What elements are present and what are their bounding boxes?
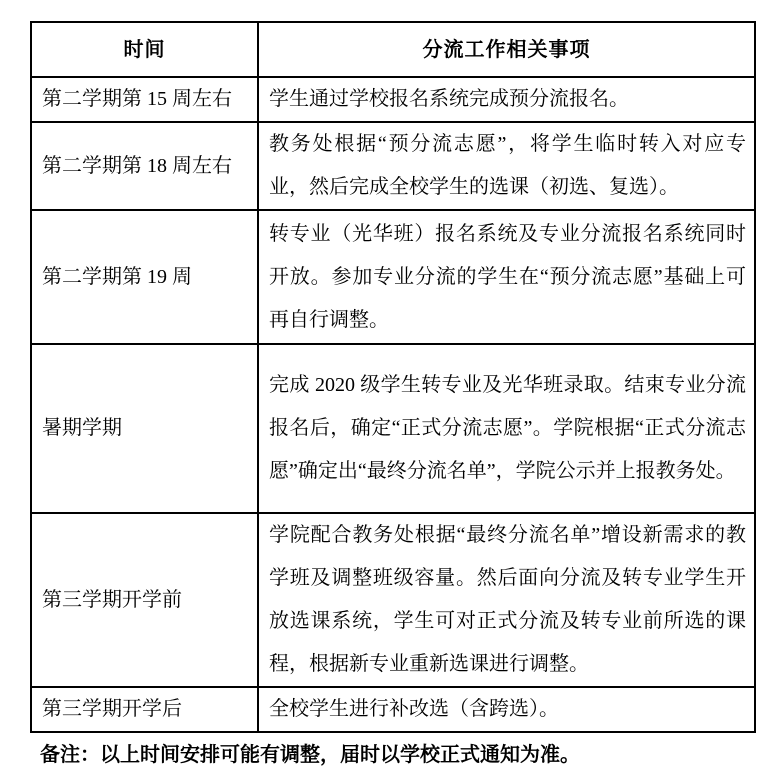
- time-cell: 暑期学期: [31, 344, 258, 513]
- table-row: [31, 122, 755, 210]
- detail-cell: 转专业（光华班）报名系统及专业分流报名系统同时开放。参加专业分流的学生在“预分流志愿”基础上可再自行调整。: [258, 210, 755, 344]
- table-row: [31, 513, 755, 687]
- time-cell: 第三学期开学后: [31, 687, 258, 732]
- time-cell: 第二学期第 15 周左右: [31, 77, 258, 122]
- detail-cell: 全校学生进行补改选（含跨选）。: [258, 687, 755, 732]
- detail-cell: 学生通过学校报名系统完成预分流报名。: [258, 77, 755, 122]
- table-row: [31, 210, 755, 344]
- time-cell: 第三学期开学前: [31, 513, 258, 687]
- footnote: 备注：以上时间安排可能有调整，届时以学校正式通知为准。: [40, 744, 580, 766]
- time-cell: 第二学期第 18 周左右: [31, 122, 258, 210]
- header-row: [31, 22, 755, 77]
- col-header-time: 时间: [31, 22, 258, 77]
- table-row: [31, 344, 755, 513]
- detail-cell: 学院配合教务处根据“最终分流名单”增设新需求的教学班及调整班级容量。然后面向分流及转专业学生开放选课系统，学生可对正式分流及转专业前所选的课程，根据新专业重新选课进行调整。: [258, 513, 755, 687]
- col-header-matters: 分流工作相关事项: [258, 22, 755, 77]
- table-row: [31, 77, 755, 122]
- time-cell: 第二学期第 19 周: [31, 210, 258, 344]
- table-row: [31, 687, 755, 732]
- diversion-schedule-table: [30, 21, 756, 733]
- detail-cell: 教务处根据“预分流志愿”，将学生临时转入对应专业，然后完成全校学生的选课（初选、复选）。: [258, 122, 755, 210]
- detail-cell: 完成 2020 级学生转专业及光华班录取。结束专业分流报名后，确定“正式分流志愿”。学院根据“正式分流志愿”确定出“最终分流名单”，学院公示并上报教务处。: [258, 344, 755, 513]
